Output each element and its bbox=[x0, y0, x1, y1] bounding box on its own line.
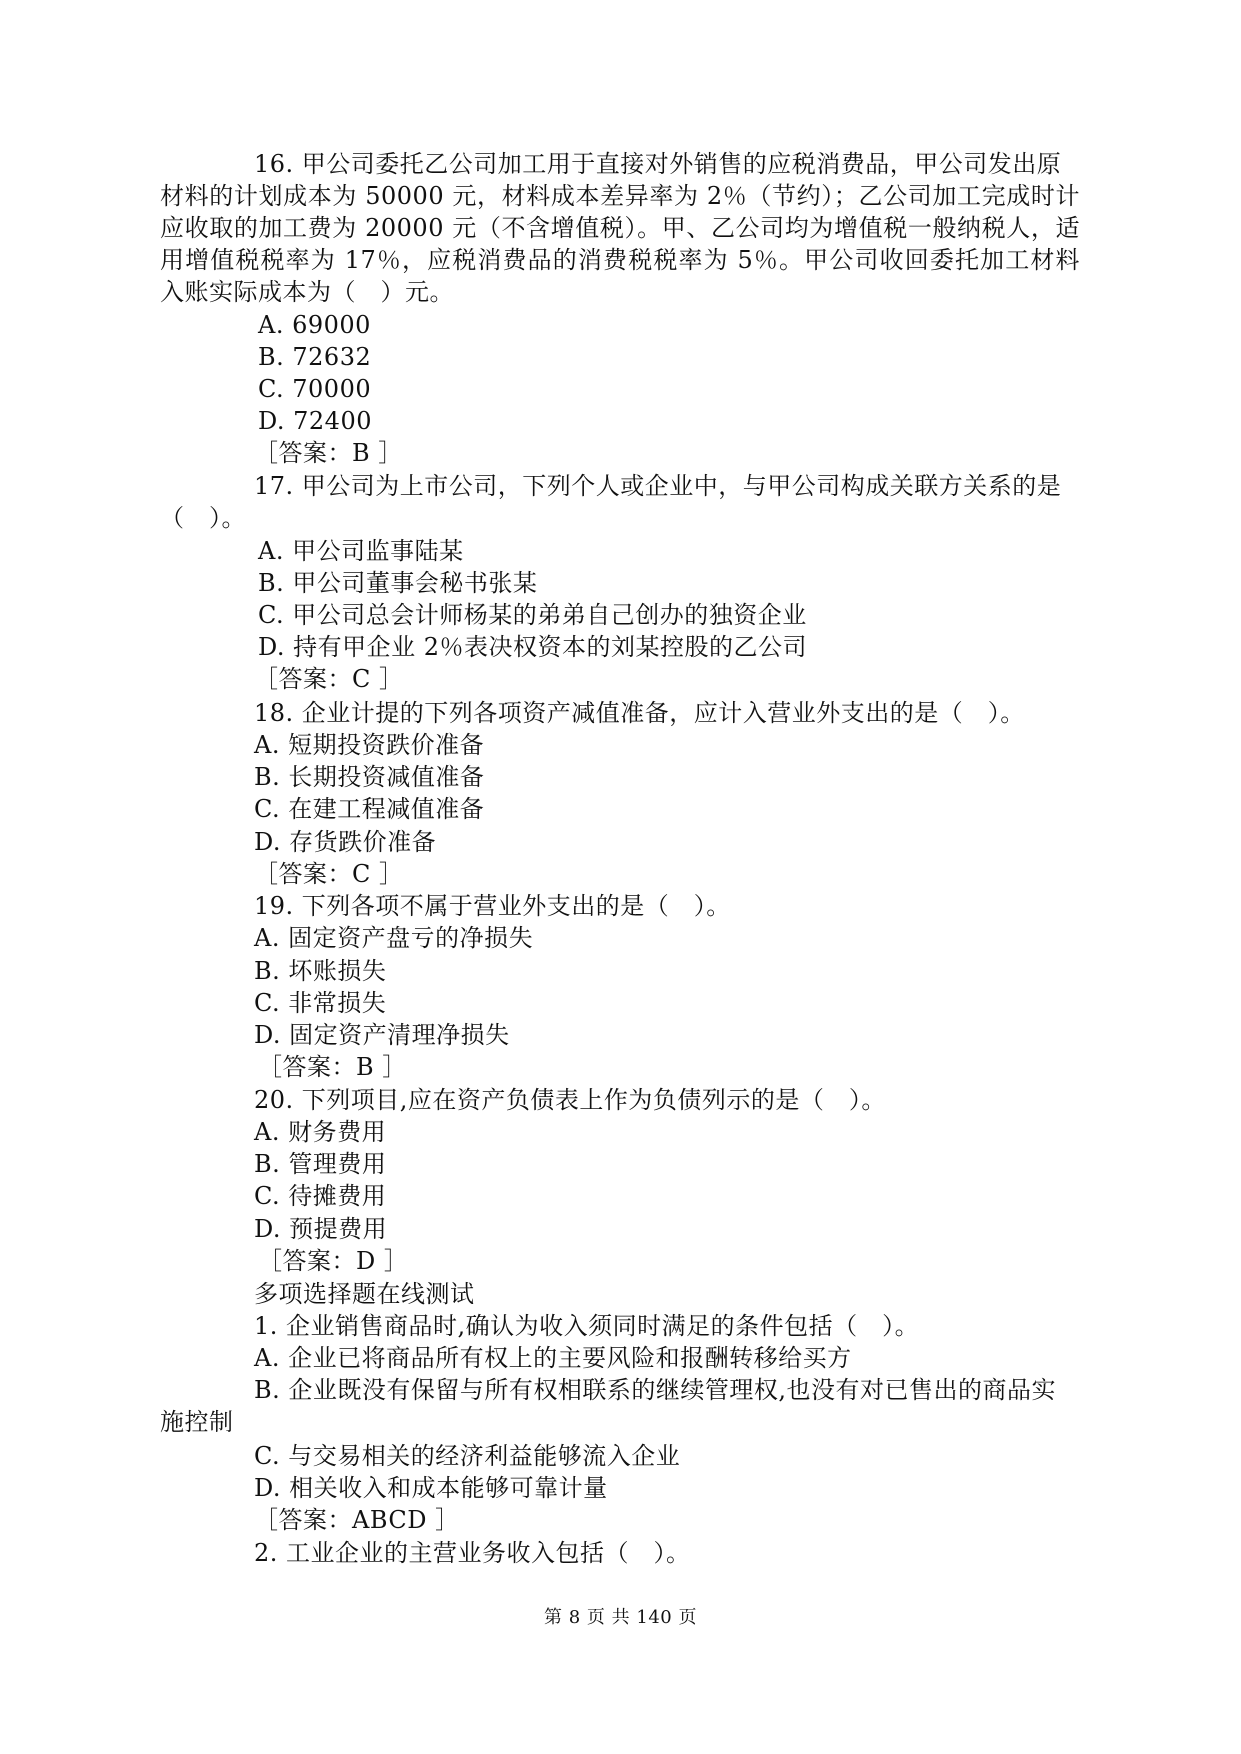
question-16-stem-line-2: 材料的计划成本为 50000 元，材料成本差异率为 2％（节约）；乙公司加工完成时计 bbox=[160, 182, 1080, 210]
question-20-option-a: A. 财务费用 bbox=[254, 1118, 387, 1146]
question-16-stem-line-4: 用增值税税率为 17％，应税消费品的消费税税率为 5％。甲公司收回委托加工材料 bbox=[160, 246, 1080, 274]
question-18-option-c: C. 在建工程减值准备 bbox=[254, 795, 485, 823]
question-16-option-b: B. 72632 bbox=[258, 343, 372, 371]
multi-question-1-stem-line-1: 1. 企业销售商品时,确认为收入须同时满足的条件包括（ ）。 bbox=[254, 1312, 920, 1340]
question-18-option-a: A. 短期投资跌价准备 bbox=[254, 731, 485, 759]
question-18-answer: ［答案：C ］ bbox=[254, 860, 404, 888]
question-19-stem-line-1: 19. 下列各项不属于营业外支出的是（ ）。 bbox=[254, 892, 731, 920]
question-18-option-b: B. 长期投资减值准备 bbox=[254, 763, 485, 791]
question-20-option-c: C. 待摊费用 bbox=[254, 1182, 387, 1210]
multi-question-1-option-b: B. 企业既没有保留与所有权相联系的继续管理权,也没有对已售出的商品实 bbox=[254, 1376, 1057, 1404]
question-17-option-c: C. 甲公司总会计师杨某的弟弟自己创办的独资企业 bbox=[258, 601, 807, 629]
question-17-stem-line-2: （ ）。 bbox=[160, 504, 246, 532]
multi-question-1-option-b-continued: 施控制 bbox=[160, 1408, 234, 1436]
question-19-answer: ［答案：B ］ bbox=[258, 1053, 407, 1081]
multi-question-2-stem-line-1: 2. 工业企业的主营业务收入包括（ ）。 bbox=[254, 1539, 691, 1567]
question-19-option-b: B. 坏账损失 bbox=[254, 957, 387, 985]
multi-question-1-option-c: C. 与交易相关的经济利益能够流入企业 bbox=[254, 1442, 681, 1470]
question-16-stem-line-5: 入账实际成本为（ ）元。 bbox=[160, 278, 454, 306]
question-16-stem-line-3: 应收取的加工费为 20000 元（不含增值税）。甲、乙公司均为增值税一般纳税人，适 bbox=[160, 214, 1080, 242]
question-18-option-d: D. 存货跌价准备 bbox=[254, 828, 437, 856]
question-20-option-b: B. 管理费用 bbox=[254, 1150, 387, 1178]
question-20-answer: ［答案：D ］ bbox=[258, 1247, 409, 1275]
page-footer: 第 8 页 共 140 页 bbox=[544, 1607, 697, 1628]
question-19-option-d: D. 固定资产清理净损失 bbox=[254, 1021, 510, 1049]
question-17-option-d: D. 持有甲企业 2％表决权资本的刘某控股的乙公司 bbox=[258, 633, 808, 661]
question-17-option-b: B. 甲公司董事会秘书张某 bbox=[258, 569, 538, 597]
multi-question-1-answer: ［答案：ABCD ］ bbox=[254, 1506, 460, 1534]
question-20-stem-line-1: 20. 下列项目,应在资产负债表上作为负债列示的是（ ）。 bbox=[254, 1086, 886, 1114]
section-title: 多项选择题在线测试 bbox=[254, 1280, 475, 1308]
question-17-answer: ［答案：C ］ bbox=[254, 665, 404, 693]
multi-question-1-option-d: D. 相关收入和成本能够可靠计量 bbox=[254, 1474, 608, 1502]
question-19-option-c: C. 非常损失 bbox=[254, 989, 387, 1017]
question-16-answer: ［答案：B ］ bbox=[254, 439, 403, 467]
question-17-stem-line-1: 17. 甲公司为上市公司，下列个人或企业中，与甲公司构成关联方关系的是 bbox=[254, 472, 1062, 500]
question-16-option-a: A. 69000 bbox=[258, 311, 371, 339]
question-16-option-d: D. 72400 bbox=[258, 407, 372, 435]
question-16-option-c: C. 70000 bbox=[258, 375, 372, 403]
question-17-option-a: A. 甲公司监事陆某 bbox=[258, 537, 464, 565]
question-19-option-a: A. 固定资产盘亏的净损失 bbox=[254, 924, 534, 952]
multi-question-1-option-a: A. 企业已将商品所有权上的主要风险和报酬转移给买方 bbox=[254, 1344, 852, 1372]
question-18-stem-line-1: 18. 企业计提的下列各项资产减值准备，应计入营业外支出的是（ ）。 bbox=[254, 699, 1025, 727]
question-20-option-d: D. 预提费用 bbox=[254, 1215, 388, 1243]
question-16-stem-line-1: 16. 甲公司委托乙公司加工用于直接对外销售的应税消费品，甲公司发出原 bbox=[254, 150, 1062, 178]
